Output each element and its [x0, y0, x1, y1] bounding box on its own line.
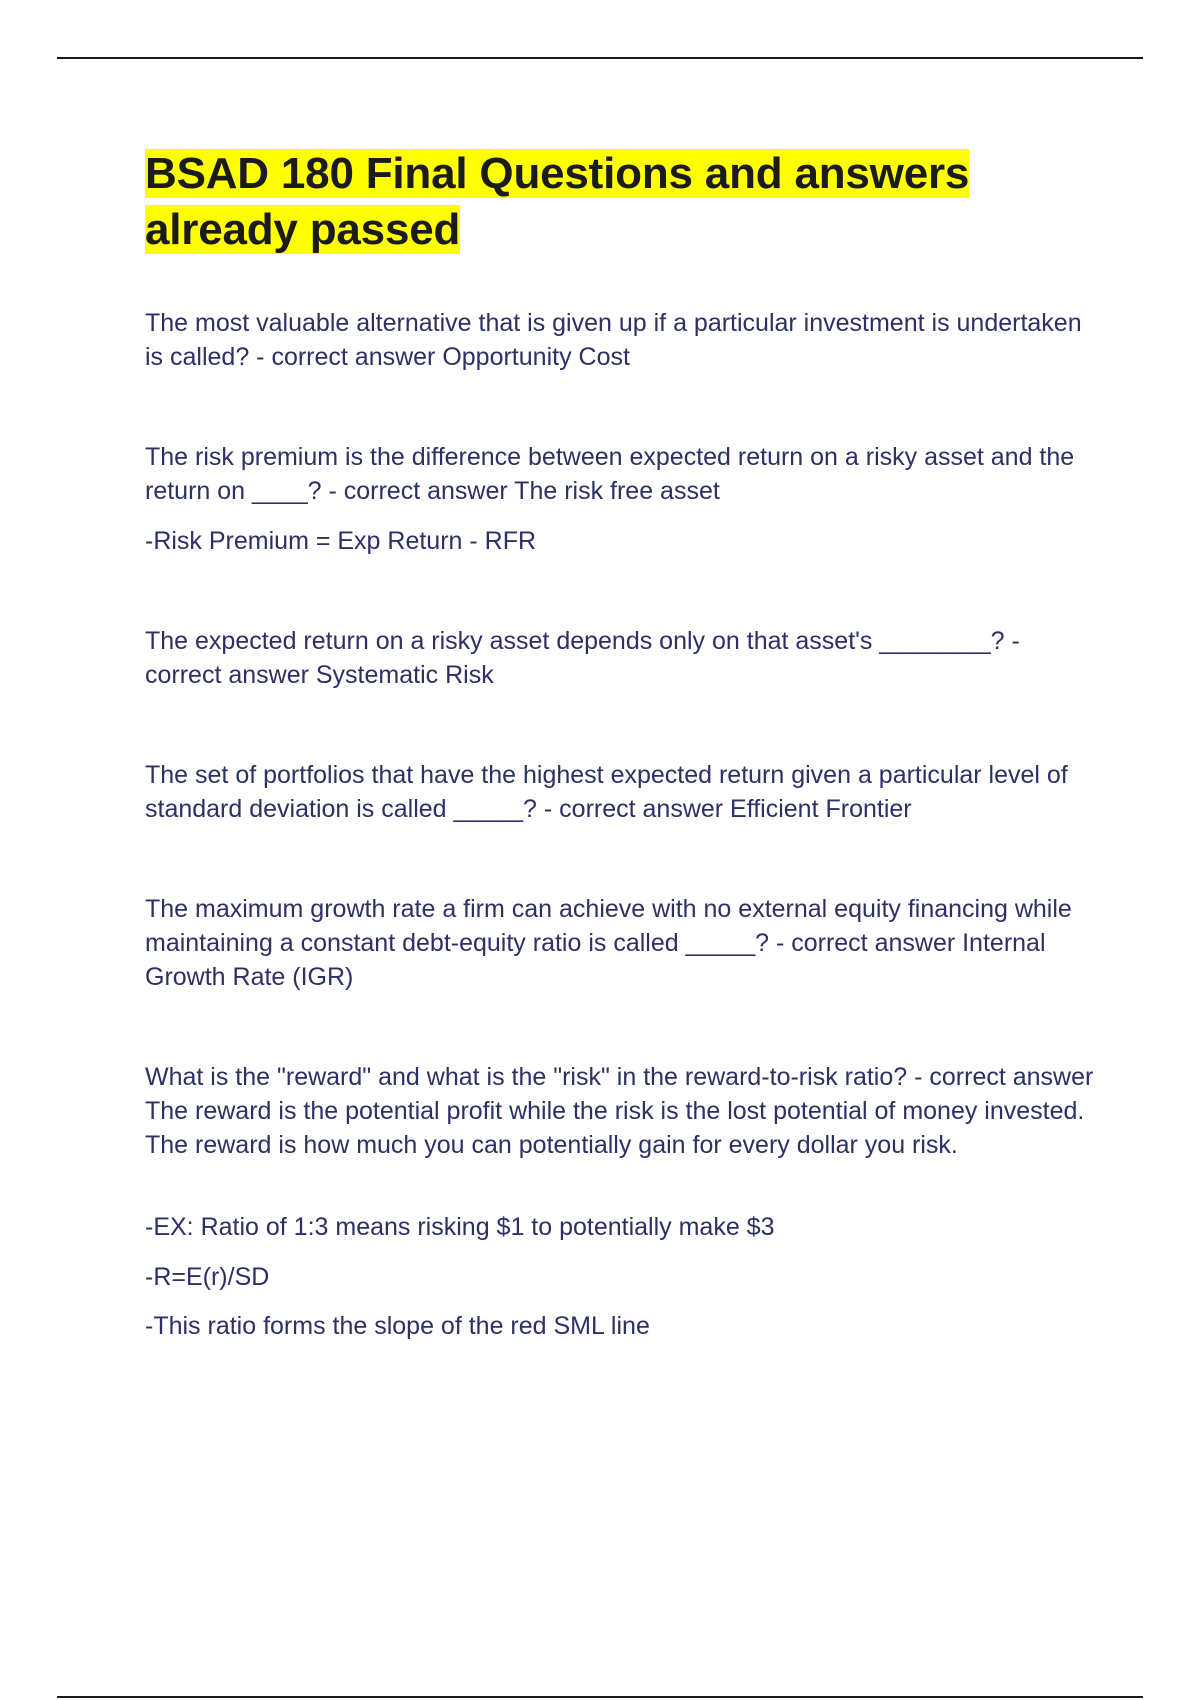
document-body — [145, 146, 1095, 1340]
title-highlight: BSAD 180 Final Questions and answers already passed — [145, 149, 970, 254]
note-sml-slope: -This ratio forms the slope of the red SML line — [145, 1312, 650, 1340]
note-ratio-formula: -R=E(r)/SD — [145, 1263, 270, 1291]
top-rule — [57, 57, 1143, 59]
document-title — [145, 146, 1095, 258]
note-risk-premium-formula: -Risk Premium = Exp Return - RFR — [145, 527, 537, 555]
note-ratio-example: -EX: Ratio of 1:3 means risking $1 to potentially make $3 — [145, 1213, 775, 1241]
qa-item-systematic-risk: The expected return on a risky asset depends only on that asset's ________? - correct answer Systematic Risk — [145, 627, 1020, 689]
qa-item-opportunity-cost: The most valuable alternative that is given up if a particular investment is undertaken is called? - correct answer Opportunity Cost — [145, 309, 1082, 371]
qa-item-efficient-frontier: The set of portfolios that have the highest expected return given a particular level of standard deviation is called _____? - correct answer Efficient Frontier — [145, 761, 1068, 823]
bottom-rule — [57, 1696, 1143, 1698]
qa-item-reward-to-risk: What is the "reward" and what is the "risk" in the reward-to-risk ratio? - correct answer The reward is the potential profit while the risk is the lost potential of money invested. The reward is how much you can potentially gain for every dollar you risk. — [145, 1063, 1094, 1159]
qa-item-internal-growth-rate: The maximum growth rate a firm can achieve with no external equity financing while maintaining a constant debt-equity ratio is called _____? - correct answer Internal Growth Rate (IGR) — [145, 895, 1072, 991]
qa-item-risk-premium: The risk premium is the difference between expected return on a risky asset and the return on ____? - correct answer The risk free asset — [145, 443, 1075, 505]
